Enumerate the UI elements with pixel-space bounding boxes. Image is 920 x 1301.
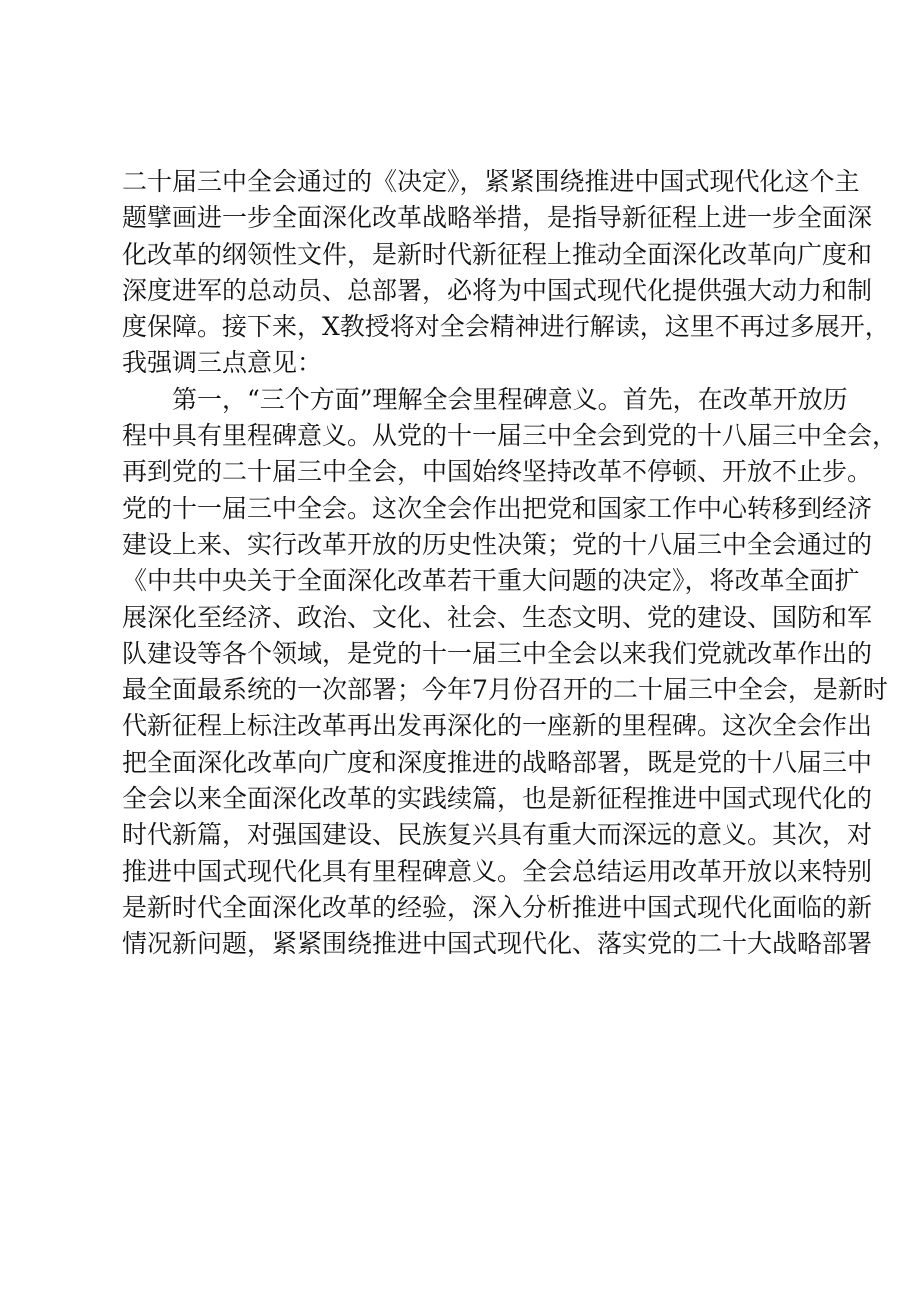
- text-line: 《中共中央关于全面深化改革若干重大问题的决定》，将改革全面扩: [122, 566, 860, 596]
- text-line: 推进中国式现代化具有里程碑意义。全会总结运用改革开放以来特别: [122, 856, 873, 886]
- body-text: [122, 164, 898, 963]
- text-line: 把全面深化改革向广度和深度推进的战略部署，既是党的十八届三中: [122, 747, 873, 777]
- text-line: 二十届三中全会通过的《决定》，紧紧围绕推进中国式现代化这个主: [122, 167, 860, 196]
- text-line: 最全面最系统的一次部署；今年7月份召开的二十届三中全会，是新时: [122, 675, 888, 705]
- text-line: 题擘画进一步全面深化改革战略举措，是指导新征程上进一步全面深: [122, 203, 873, 233]
- text-line: 全会以来全面深化改革的实践续篇，也是新征程推进中国式现代化的: [122, 784, 873, 814]
- text-line: 第一，“三个方面”理解全会里程碑意义。首先，在改革开放历: [172, 384, 848, 414]
- text-line: 是新时代全面深化改革的经验，深入分析推进中国式现代化面临的新: [122, 892, 873, 922]
- text-line: 代新征程上标注改革再出发再深化的一座新的里程碑。这次全会作出: [122, 711, 873, 741]
- text-line: 程中具有里程碑意义。从党的十一届三中全会到党的十八届三中全会，: [122, 421, 898, 451]
- paragraph-first-point: [122, 382, 898, 963]
- text-line: 时代新篇，对强国建设、民族复兴具有重大而深远的意义。其次，对: [122, 820, 873, 850]
- text-line: 再到党的二十届三中全会，中国始终坚持改革不停顿、开放不止步。: [122, 457, 873, 487]
- text-line: 化改革的纲领性文件，是新时代新征程上推动全面深化改革向广度和: [122, 239, 873, 269]
- text-line: 度保障。接下来，X教授将对全会精神进行解读，这里不再过多展开，: [122, 312, 890, 342]
- text-line: 队建设等各个领域，是党的十一届三中全会以来我们党就改革作出的: [122, 638, 873, 668]
- text-line: 情况新问题，紧紧围绕推进中国式现代化、落实党的二十大战略部署: [122, 929, 873, 959]
- text-line: 建设上来、实行改革开放的历史性决策；党的十八届三中全会通过的: [122, 529, 873, 559]
- paragraph-intro: [122, 164, 890, 382]
- text-line: 党的十一届三中全会。这次全会作出把党和国家工作中心转移到经济: [122, 493, 873, 523]
- text-line: 深度进军的总动员、总部署，必将为中国式现代化提供强大动力和制: [122, 275, 873, 305]
- text-line: 展深化至经济、政治、文化、社会、生态文明、党的建设、国防和军: [122, 602, 873, 632]
- text-line: 我强调三点意见：: [122, 348, 323, 378]
